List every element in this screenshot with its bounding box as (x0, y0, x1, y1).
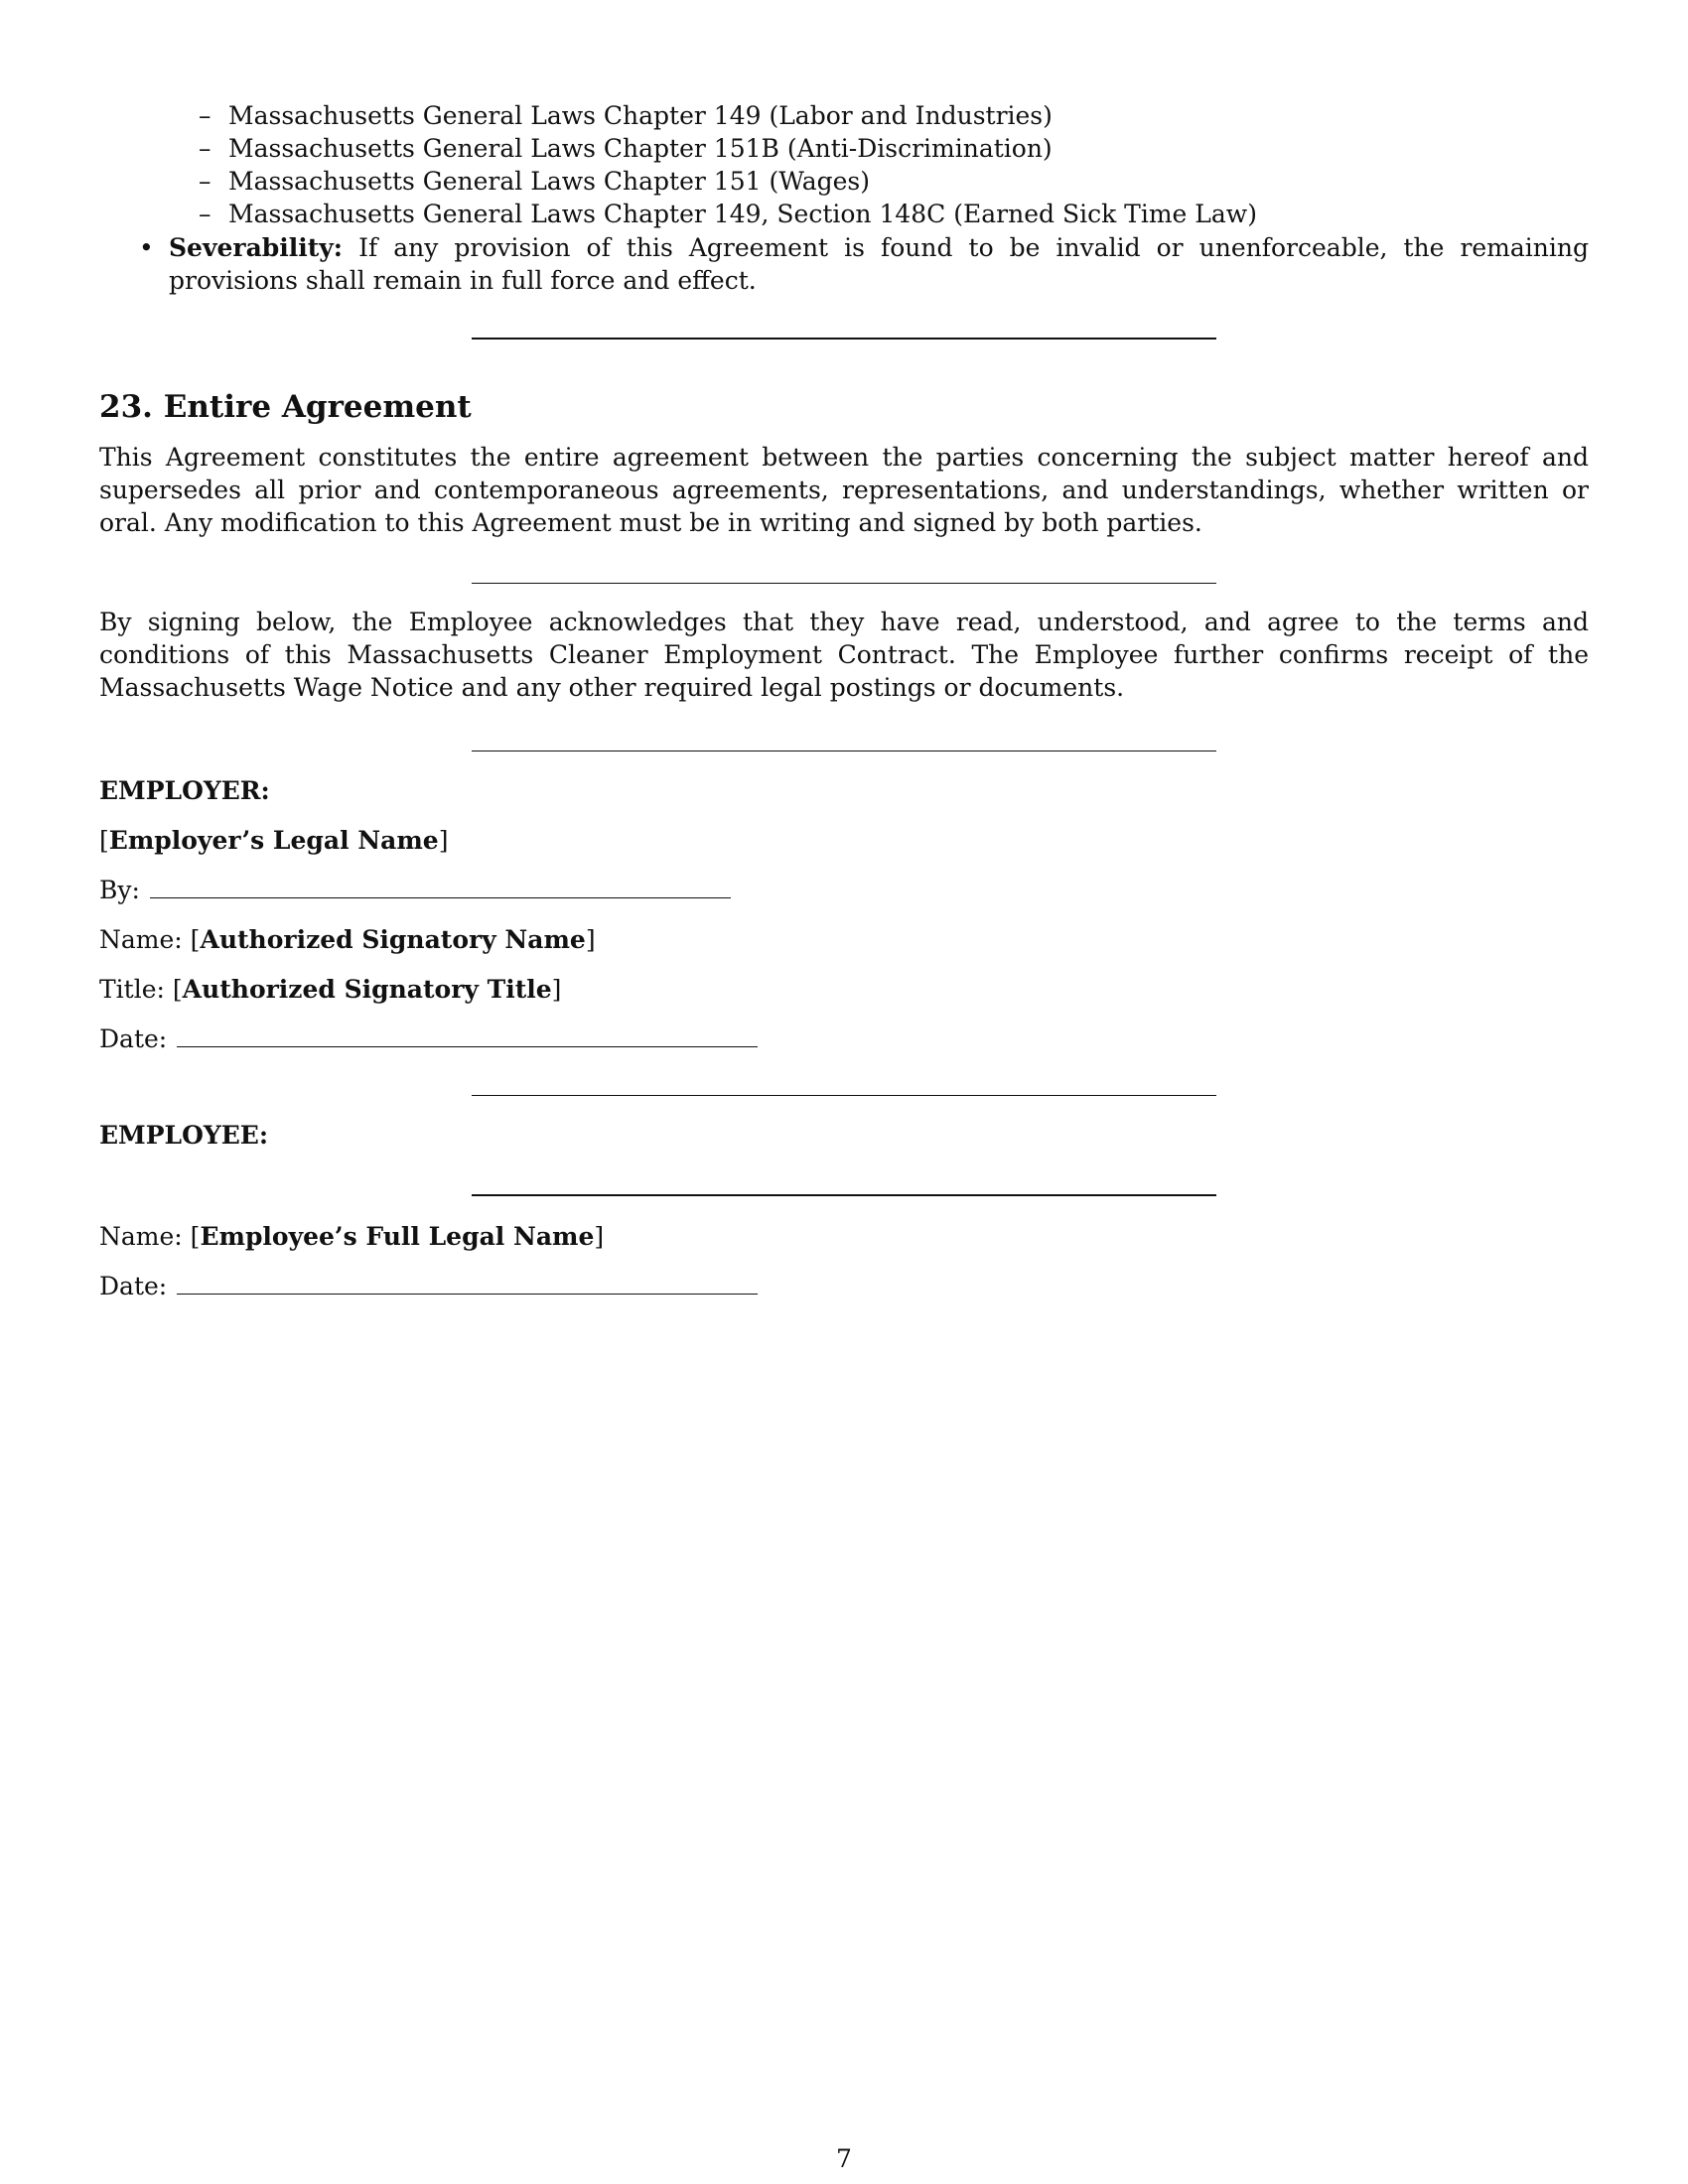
dash-marker: – (199, 200, 211, 228)
signatory-title: Authorized Signatory Title (182, 975, 552, 1004)
employer-date-line (99, 1023, 758, 1055)
date-label: Date: (99, 1272, 168, 1300)
severability-text (169, 231, 1589, 297)
divider (472, 1095, 1216, 1096)
divider (472, 583, 1216, 584)
employer-legal-name: Employer’s Legal Name (108, 826, 439, 855)
law-text: Massachusetts General Laws Chapter 149, Section 148C (Earned Sick Time Law) (228, 200, 1257, 228)
by-label: By: (99, 876, 140, 904)
date-label: Date: (99, 1024, 168, 1053)
bracket-open: [ (99, 826, 109, 855)
employer-signature-line (99, 874, 731, 906)
employee-date-line (99, 1270, 758, 1302)
employer-signature-field[interactable] (150, 874, 731, 898)
list-item (199, 99, 1257, 132)
bracket-close: ] (594, 1222, 605, 1251)
bracket-open: [ (172, 975, 183, 1004)
section-divider (472, 338, 1216, 340)
employee-heading: EMPLOYEE: (99, 1121, 269, 1150)
bracket-open: [ (190, 1222, 201, 1251)
law-text: Massachusetts General Laws Chapter 149 (Labor and Industries) (228, 101, 1053, 130)
employee-name: Employee’s Full Legal Name (200, 1222, 595, 1251)
bracket-close: ] (585, 925, 596, 954)
acknowledgment-text: By signing below, the Employee acknowledges that they have read, understood, and agree to the terms and conditions of this Massachusetts Cleaner Employment Contract. The Employee further confirms receipt of the Massachusetts Wage Notice and any other required legal postings or documents. (99, 608, 1589, 702)
dash-marker: – (199, 134, 211, 163)
employer-legal-name-line (99, 824, 448, 857)
entire-agreement-text: This Agreement constitutes the entire agreement between the parties concerning the subject matter hereof and supersedes all prior and contemporaneous agreements, representations, and understandings, whether written or oral. Any modification to this Agreement must be in writing and signed by both parties. (99, 443, 1589, 537)
signatory-name: Authorized Signatory Name (200, 925, 586, 954)
employer-title-line (99, 973, 561, 1006)
employee-date-field[interactable] (177, 1270, 758, 1295)
title-label: Title: (99, 975, 165, 1004)
list-item (199, 198, 1257, 230)
name-label: Name: (99, 925, 183, 954)
law-text: Massachusetts General Laws Chapter 151 (Wages) (228, 167, 871, 196)
employee-signature-field[interactable] (472, 1194, 1216, 1196)
list-item (199, 132, 1257, 165)
section-heading: 23. Entire Agreement (99, 389, 472, 425)
severability-label: Severability: (169, 233, 344, 262)
dash-marker: – (199, 167, 211, 196)
bracket-close: ] (551, 975, 562, 1004)
bracket-open: [ (190, 925, 201, 954)
severability-body: If any provision of this Agreement is found to be invalid or unenforceable, the remaining provisions shall remain in full force and effect. (169, 233, 1589, 295)
bracket-close: ] (438, 826, 449, 855)
page-number: 7 (836, 2144, 852, 2173)
employer-heading: EMPLOYER: (99, 776, 270, 805)
dash-marker: – (199, 101, 211, 130)
employer-name-line (99, 923, 596, 956)
name-label: Name: (99, 1222, 183, 1251)
laws-list (199, 99, 1257, 230)
employer-date-field[interactable] (177, 1023, 758, 1047)
list-item (199, 165, 1257, 198)
employee-name-line (99, 1220, 604, 1253)
bullet-marker: • (139, 233, 154, 262)
law-text: Massachusetts General Laws Chapter 151B (Anti-Discrimination) (228, 134, 1053, 163)
